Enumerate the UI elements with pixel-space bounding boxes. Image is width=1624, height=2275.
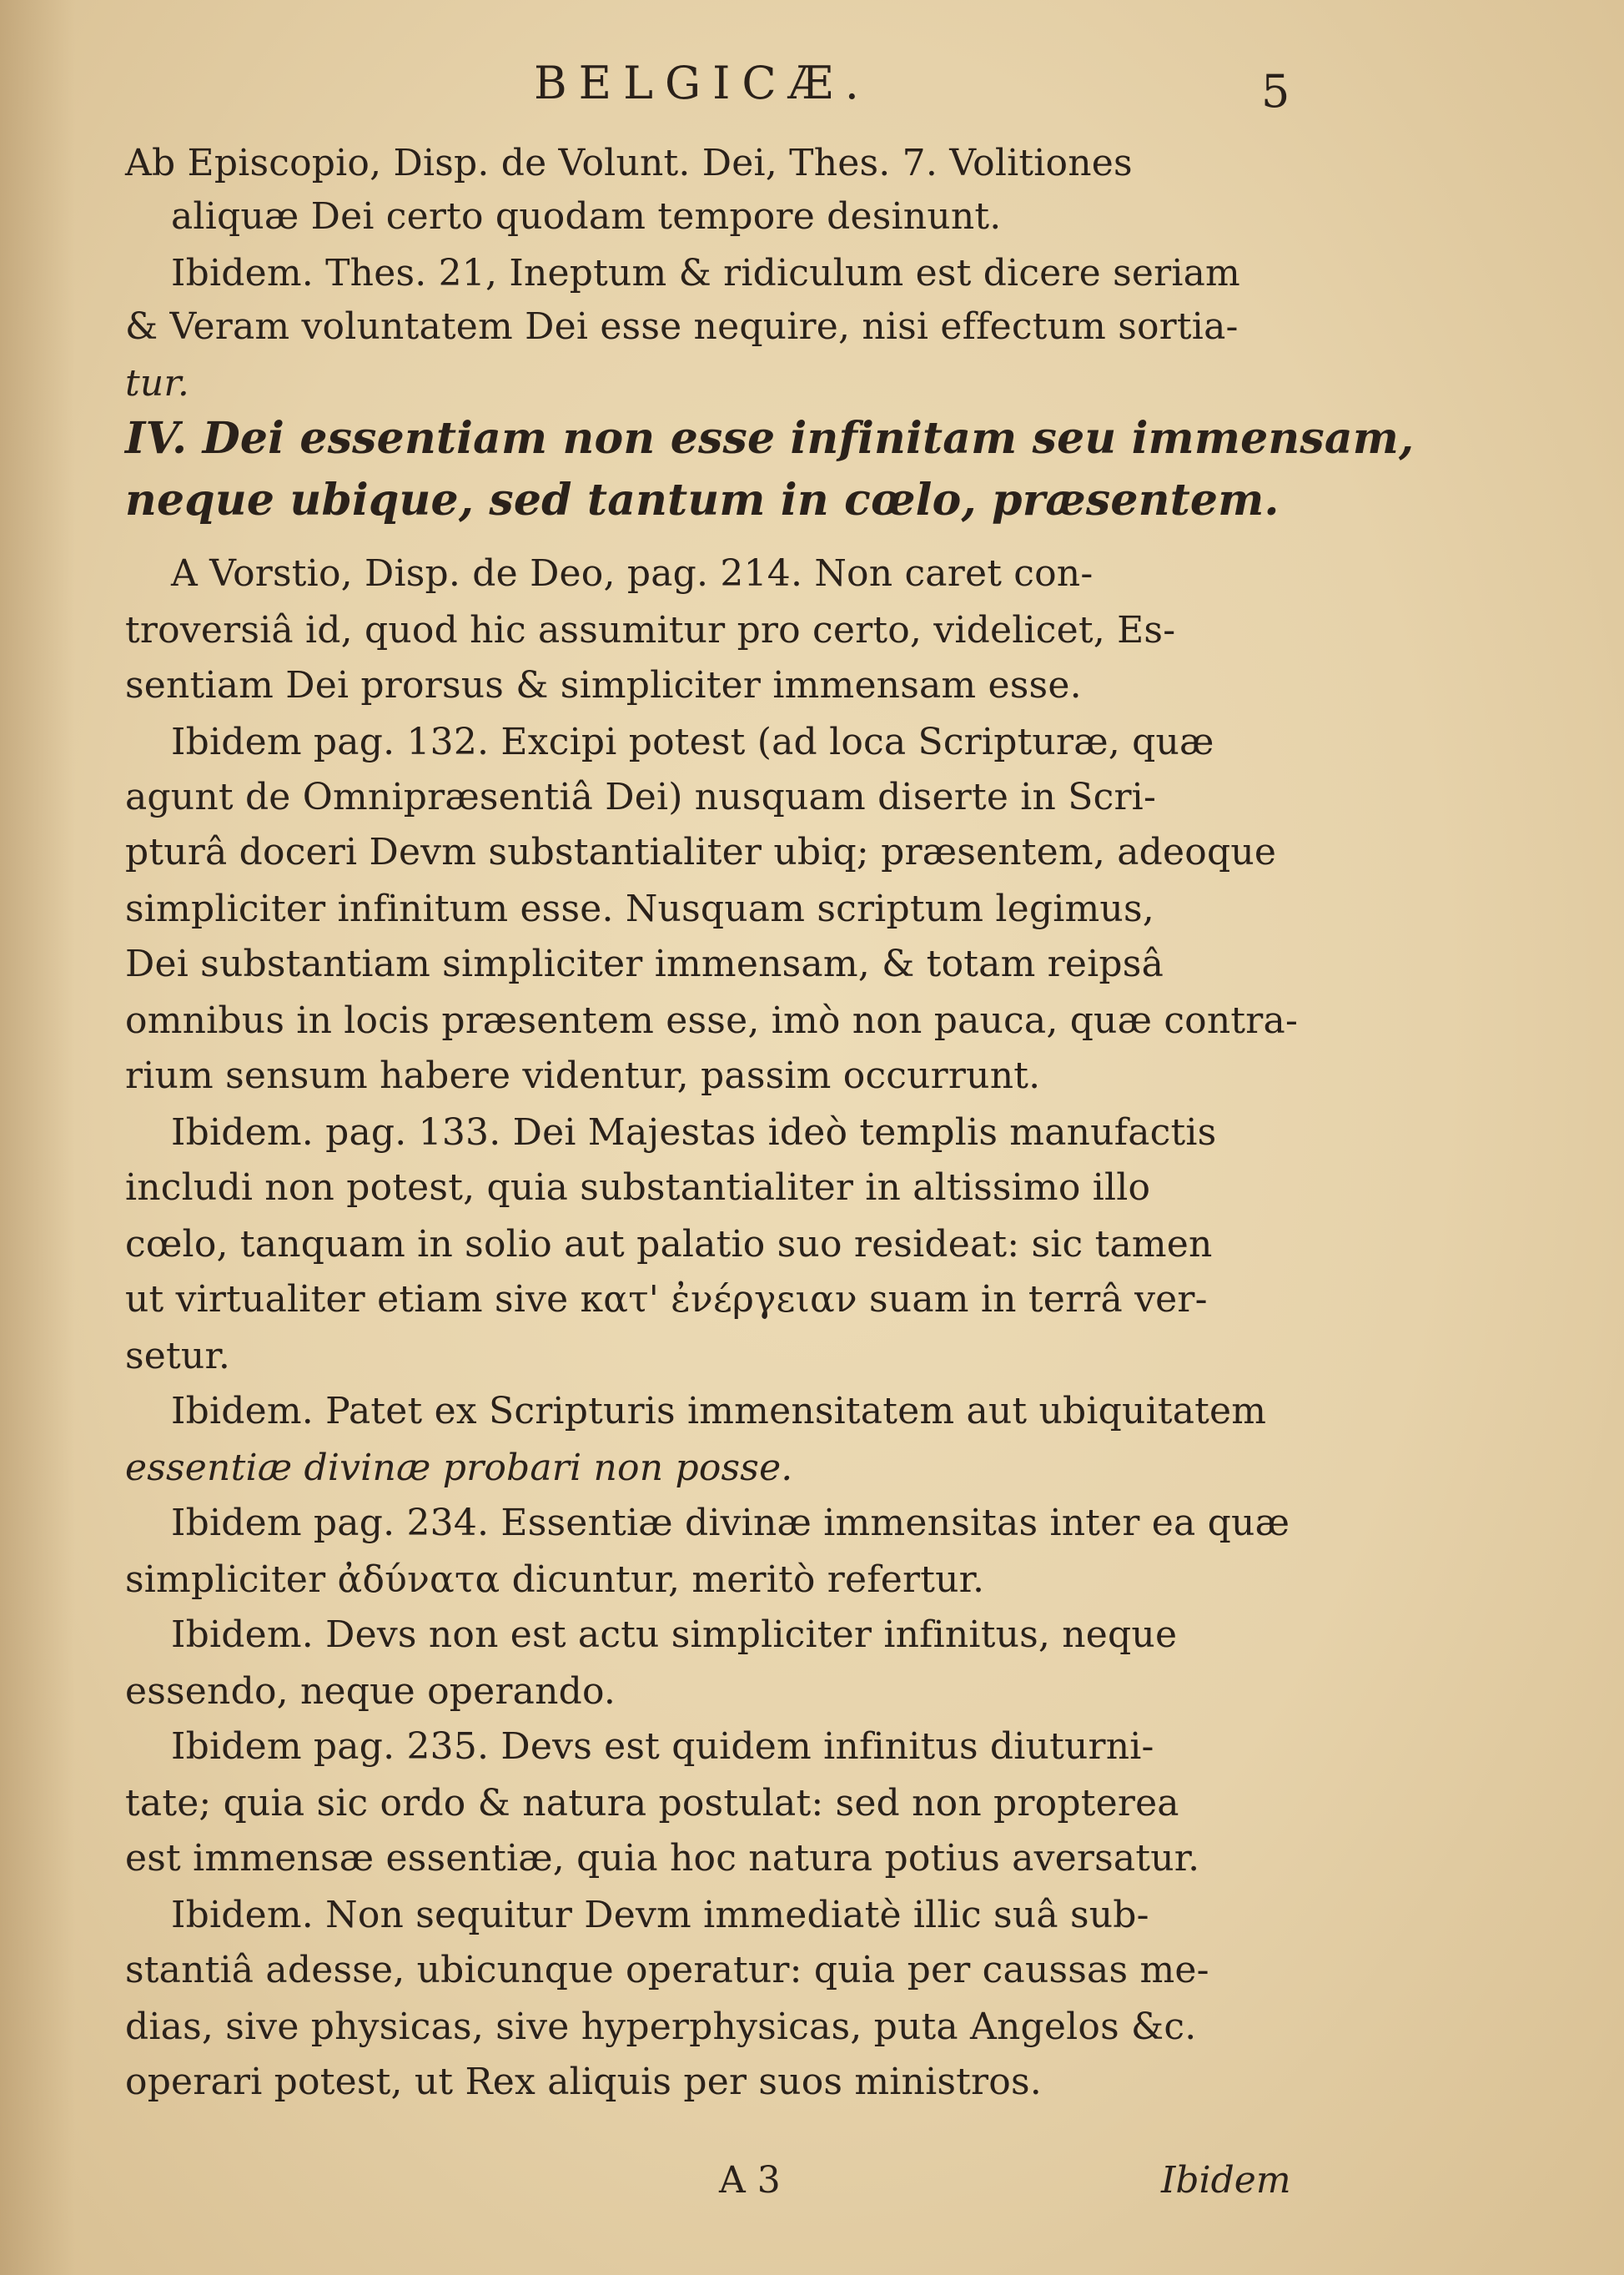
text-line-35: operari potest, ut Rex aliquis per suos ministros. [125,2061,1042,2103]
text-line-27: Ibidem. Devs non est actu simpliciter infinitus, neque [171,1613,1178,1656]
section-heading-line-2: neque ubique, sed tantum in cœlo, præsentem. [125,475,1280,526]
section-heading-line-1: IV. Dei essentiam non esse infinitam seu immensam, [125,413,1415,464]
text-line-16: omnibus in locis præsentem esse, imò non pauca, quæ contra- [125,999,1299,1042]
text-line-34: dias, sive physicas, sive hyperphysicas, puta Angelos &c. [125,2006,1197,2048]
text-line-31: est immensæ essentiæ, quia hoc natura potius aversatur. [125,1837,1200,1880]
text-line-33: stantiâ adesse, ubicunque operatur: quia per caussas me- [125,1949,1209,1991]
running-title: BELGICÆ. [534,57,871,109]
text-line-5: tur. [125,362,190,405]
text-line-15: Dei substantiam simpliciter immensam, & totam reipsâ [125,943,1164,985]
text-line-1: Ab Episcopio, Disp. de Volunt. Dei, Thes. 7. Volitiones [125,142,1133,184]
text-line-11: Ibidem pag. 132. Excipi potest (ad loca Scripturæ, quæ [171,721,1214,763]
text-line-9: troversiâ id, quod hic assumitur pro certo, videlicet, Es- [125,609,1176,652]
text-line-4: & Veram voluntatem Dei esse nequire, nisi effectum sortia- [125,305,1239,348]
signature-mark: A 3 [719,2159,781,2202]
text-line-29: Ibidem pag. 235. Devs est quidem infinitus diuturni- [171,1725,1154,1768]
text-line-19: includi non potest, quia substantialiter in altissimo illo [125,1166,1151,1209]
text-line-20: cœlo, tanquam in solio aut palatio suo resideat: sic tamen [125,1223,1213,1266]
text-line-30: tate; quia sic ordo & natura postulat: sed non propterea [125,1782,1179,1825]
page-number: 5 [1261,65,1290,118]
catchword: Ibidem [1161,2159,1291,2202]
text-line-28: essendo, neque operando. [125,1670,616,1713]
text-line-14: simpliciter infinitum esse. Nusquam scriptum legimus, [125,888,1154,930]
text-line-12: agunt de Omnipræsentiâ Dei) nusquam diserte in Scri- [125,776,1157,818]
text-line-17: rium sensum habere videntur, passim occurrunt. [125,1054,1041,1097]
text-line-32: Ibidem. Non sequitur Devm immediatè illic suâ sub- [171,1894,1149,1936]
text-line-13: pturâ doceri Devm substantialiter ubiq; præsentem, adeoque [125,831,1277,873]
text-line-24: essentiæ divinæ probari non posse. [125,1447,793,1489]
text-line-22: setur. [125,1335,231,1377]
text-line-18: Ibidem. pag. 133. Dei Majestas ideò templis manufactis [171,1111,1217,1154]
text-line-21: ut virtualiter etiam sive κατ' ἐνέργειαν suam in terrâ ver- [125,1278,1208,1321]
text-line-26: simpliciter ἀδύνατα dicuntur, meritò refertur. [125,1558,985,1601]
text-line-25: Ibidem pag. 234. Essentiæ divinæ immensitas inter ea quæ [171,1502,1290,1544]
text-line-23: Ibidem. Patet ex Scripturis immensitatem aut ubiquitatem [171,1390,1267,1432]
text-line-8: A Vorstio, Disp. de Deo, pag. 214. Non caret con- [171,552,1094,595]
text-line-10: sentiam Dei prorsus & simpliciter immensam esse. [125,664,1082,707]
text-line-2: aliquæ Dei certo quodam tempore desinunt. [171,195,1002,238]
text-line-3: Ibidem. Thes. 21, Ineptum & ridiculum est dicere seriam [171,252,1240,294]
